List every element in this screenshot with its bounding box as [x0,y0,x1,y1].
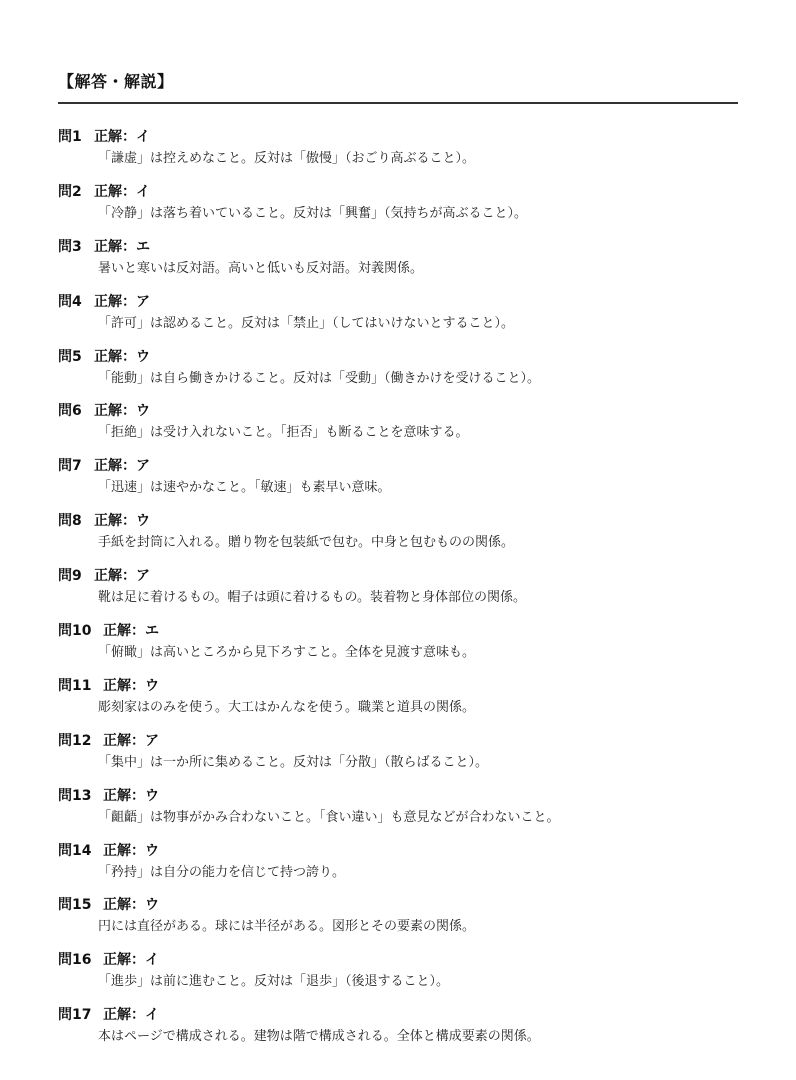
question-number: 問9 [58,568,82,585]
answer-heading [58,126,748,148]
answer-explanation: 暑いと寒いは反対語。高いと低いも反対語。対義関係。 [98,260,424,276]
question-number: 問3 [58,238,82,255]
correct-answer: 正解：イ [94,129,150,145]
answer-explanation: 「謙虚」は控えめなこと。反対は「傲慢」（おごり高ぶること）。 [98,151,476,166]
answer-heading [58,949,748,971]
answer-heading [58,291,748,313]
answer-item-1 [58,126,748,181]
correct-answer: 正解：イ [103,952,159,969]
question-number: 問1 [58,129,82,145]
answer-item-3 [58,236,748,291]
correct-answer: 正解：ウ [103,897,159,914]
correct-answer: 正解：エ [103,623,159,640]
answer-heading [58,400,748,422]
question-number: 問8 [58,513,82,530]
question-number: 問13 [58,787,92,804]
title-divider [58,102,738,104]
correct-answer: 正解：イ [103,1007,159,1024]
answer-explanation: 「齟齬」は物事がかみ合わないこと。「食い違い」も意見などが合わないこと。 [98,809,560,825]
question-number: 問4 [58,293,82,310]
answer-explanation: 「進歩」は前に進むこと。反対は「退歩」（後退すること）。 [98,974,450,990]
answer-heading [58,675,748,697]
answer-heading [58,236,748,258]
answer-item-12 [58,730,748,785]
answer-heading [58,730,748,752]
correct-answer: 正解：ウ [94,348,150,365]
answer-explanation: 「迅速」は速やかなこと。「敏速」も素早い意味。 [98,480,391,496]
answer-heading [58,565,748,587]
page-title: 【解答・解説】 [58,72,174,91]
answer-explanation: 「許可」は認めること。反対は「禁止」（してはいけないとすること）。 [98,315,515,331]
answer-item-2 [58,181,748,236]
question-number: 問6 [58,403,82,420]
question-number: 問2 [58,183,82,200]
question-number: 問7 [58,458,82,475]
question-number: 問10 [58,623,92,640]
correct-answer: 正解：ア [103,732,159,749]
question-number: 問17 [58,1007,92,1024]
answer-explanation: 彫刻家はのみを使う。大工はかんなを使う。職業と道具の関係。 [98,699,476,715]
correct-answer: 正解：ウ [103,842,159,859]
answer-item-8 [58,510,748,565]
question-number: 問16 [58,952,92,969]
answer-explanation: 本はページで構成される。建物は階で構成される。全体と構成要素の関係。 [98,1029,540,1045]
correct-answer: 正解：ウ [94,513,150,530]
answer-explanation: 「冷静」は落ち着いていること。反対は「興奮」（気持ちが高ぶること）。 [98,205,528,221]
answer-explanation: 「能動」は自ら働きかけること。反対は「受動」（働きかけを受けること）。 [98,370,541,386]
answer-item-11 [58,675,748,730]
answer-list [58,126,748,1059]
answer-item-17 [58,1004,748,1059]
answer-heading [58,785,748,807]
answer-heading [58,620,748,642]
answer-item-16 [58,949,748,1004]
answer-explanation: 「俯瞰」は高いところから見下ろすこと。全体を見渡す意味も。 [98,645,476,661]
answer-heading [58,181,748,203]
answer-item-15 [58,894,748,949]
answer-explanation: 「集中」は一か所に集めること。反対は「分散」（散らばること）。 [98,754,489,770]
answer-item-4 [58,291,748,346]
correct-answer: 正解：ア [94,568,150,585]
correct-answer: 正解：ウ [103,677,159,694]
answer-explanation: 「矜持」は自分の能力を信じて持つ誇り。 [98,864,346,880]
answer-explanation: 円には直径がある。球には半径がある。図形とその要素の関係。 [98,919,476,935]
answer-heading [58,346,748,368]
question-number: 問14 [58,842,92,859]
correct-answer: 正解：ア [94,458,150,475]
answer-item-10 [58,620,748,675]
answer-item-7 [58,455,748,510]
answer-item-5 [58,346,748,401]
answer-heading [58,455,748,477]
question-number: 問11 [58,677,92,694]
answer-item-9 [58,565,748,620]
answer-heading [58,510,748,532]
correct-answer: 正解：イ [94,183,150,200]
correct-answer: 正解：ア [94,293,150,310]
answer-explanation: 「拒絶」は受け入れないこと。「拒否」も断ることを意味する。 [98,425,469,441]
correct-answer: 正解：エ [94,238,150,255]
question-number: 問12 [58,732,92,749]
question-number: 問15 [58,897,92,914]
answer-heading [58,840,748,862]
answer-explanation: 靴は足に着けるもの。帽子は頭に着けるもの。装着物と身体部位の関係。 [98,590,526,606]
answer-heading [58,894,748,916]
question-number: 問5 [58,348,82,365]
answer-item-6 [58,400,748,455]
correct-answer: 正解：ウ [94,403,150,420]
answer-explanation: 手紙を封筒に入れる。贈り物を包装紙で包む。中身と包むものの関係。 [98,535,515,551]
answer-item-14 [58,840,748,895]
answer-heading [58,1004,748,1026]
answer-item-13 [58,785,748,840]
correct-answer: 正解：ウ [103,787,159,804]
